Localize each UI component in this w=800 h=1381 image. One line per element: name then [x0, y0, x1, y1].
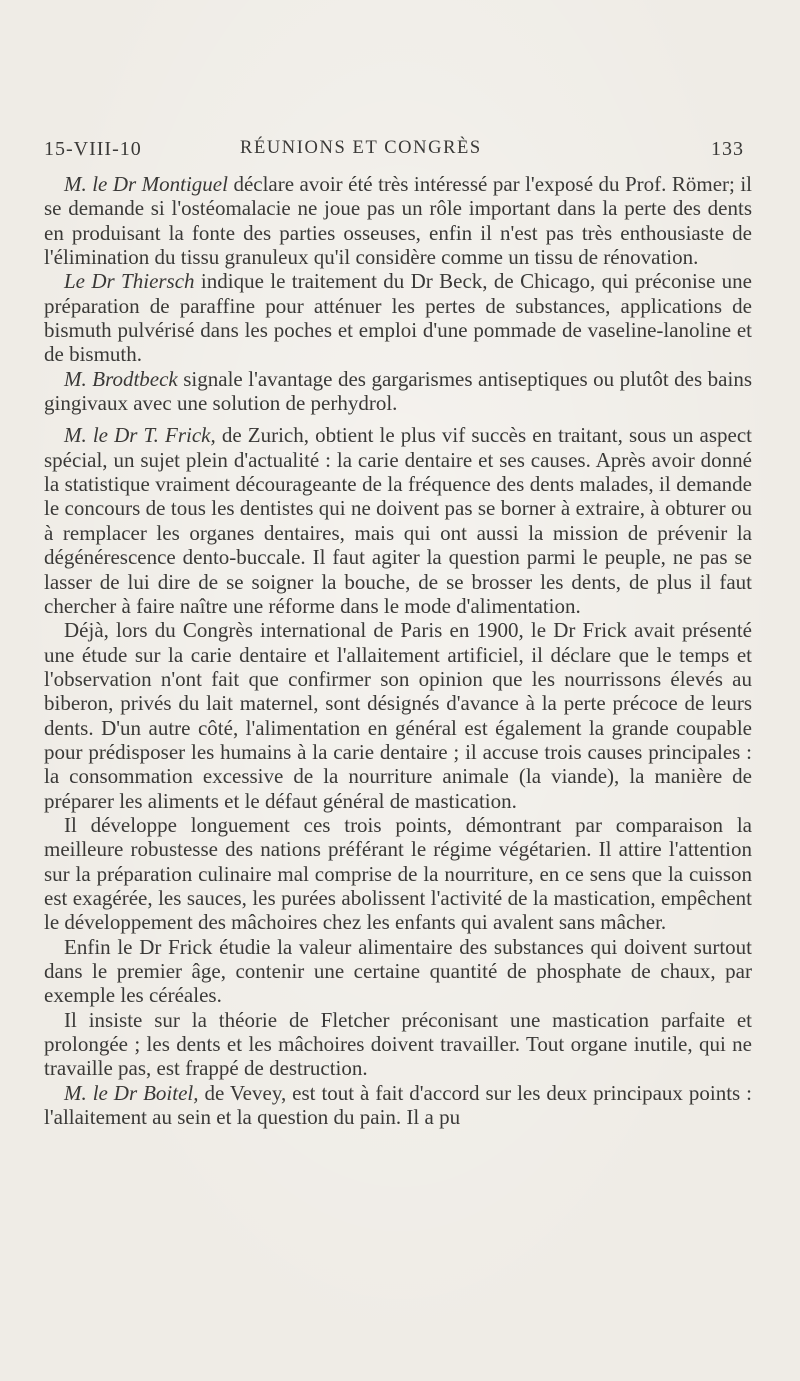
paragraph: M. le Dr T. Frick, de Zurich, obtient le plus vif succès en traitant, sous un aspect spécial, un sujet plein d'actualité : la carie dentaire et ses causes. Après avoir donné la statistique vraiment décourageante de la fréquence des dents malades, il demande le concours de tous les dentistes qui ne doivent pas se borner à extraire, à obturer ou à remplacer les organes dentaires, mais qui ont aussi la mission de prévenir la dégénérescence dento-buccale. Il faut agiter la question parmi le peuple, ne pas se lasser de lui dire de se soigner la bouche, de se brosser les dents, de plus il faut chercher à faire naître une réforme dans le mode d'alimentation.	[44, 423, 752, 618]
paragraph: Le Dr Thiersch indique le traitement du Dr Beck, de Chicago, qui préconise une préparation de paraffine pour atténuer les pertes de substances, applications de bismuth pulvérisé dans les poches et emploi d'une pommade de vaseline-lanoline et de bismuth.	[44, 269, 752, 367]
speaker-name: M. le Dr T. Frick,	[64, 423, 216, 448]
header-section-title: RÉUNIONS ET CONGRÈS	[240, 138, 482, 158]
paragraph: Enfin le Dr Frick étudie la valeur alimentaire des substances qui doivent surtout dans le premier âge, contenir une certaine quantité de phosphate de chaux, par exemple les céréales.	[44, 934, 752, 1008]
paragraph: M. le Dr Boitel, de Vevey, est tout à fait d'accord sur les deux principaux points : l'allaitement au sein et la question du pain. Il a pu	[44, 1080, 753, 1130]
header-date: 15-VIII-10	[44, 138, 142, 160]
speaker-name: M. le Dr Boitel,	[64, 1080, 199, 1105]
paragraph: M. le Dr Montiguel déclare avoir été très intéressé par l'exposé du Prof. Römer; il se demande si l'ostéomalacie ne joue pas un rôle important dans la perte des dents en produisant la fonte des parties osseuses, enfin il n'est pas très enthousiaste de l'élimination du tissu granuleux qu'il considère comme un tissu de rénovation.	[44, 172, 752, 270]
running-header	[44, 138, 744, 168]
page-number: 133	[711, 138, 744, 160]
paragraph: Il développe longuement ces trois points, démontrant par comparaison la meilleure robustesse des nations préférant le régime végétarien. Il attire l'attention sur la préparation culinaire mal comprise de la nourriture, en ce sens que la cuisson est exagérée, les sauces, les purées abolissent l'activité de la mastication, empêchent le développement des mâchoires chez les enfants qui avalent sans mâcher.	[44, 812, 752, 935]
body-text	[44, 172, 752, 1129]
speaker-name: Le Dr Thiersch	[64, 269, 195, 294]
paragraph: Déjà, lors du Congrès international de Paris en 1900, le Dr Frick avait présenté une étude sur la carie dentaire et l'allaitement artificiel, il déclare que le temps et l'observation n'ont fait que confirmer son opinion que les nourrissons élevés au biberon, privés du lait maternel, sont désignés d'avance à la perte précoce de leurs dents. D'un autre côté, l'alimentation en général est également la grande coupable pour prédisposer les humains à la carie dentaire ; il accuse trois causes principales : la consommation excessive de la nourriture animale (la viande), la manière de préparer les aliments et le défaut général de mastication.	[44, 618, 752, 813]
paragraph: M. Brodtbeck signale l'avantage des gargarismes antiseptiques ou plutôt des bains gingivaux avec une solution de perhydrol.	[44, 366, 753, 416]
paragraph: Il insiste sur la théorie de Fletcher préconisant une mastication parfaite et prolongée ; les dents et les mâchoires doivent travailler. Tout organe inutile, qui ne travaille pas, est frappé de destruction.	[44, 1007, 752, 1081]
speaker-name: M. le Dr Montiguel	[64, 172, 228, 196]
speaker-name: M. Brodtbeck	[64, 366, 178, 391]
